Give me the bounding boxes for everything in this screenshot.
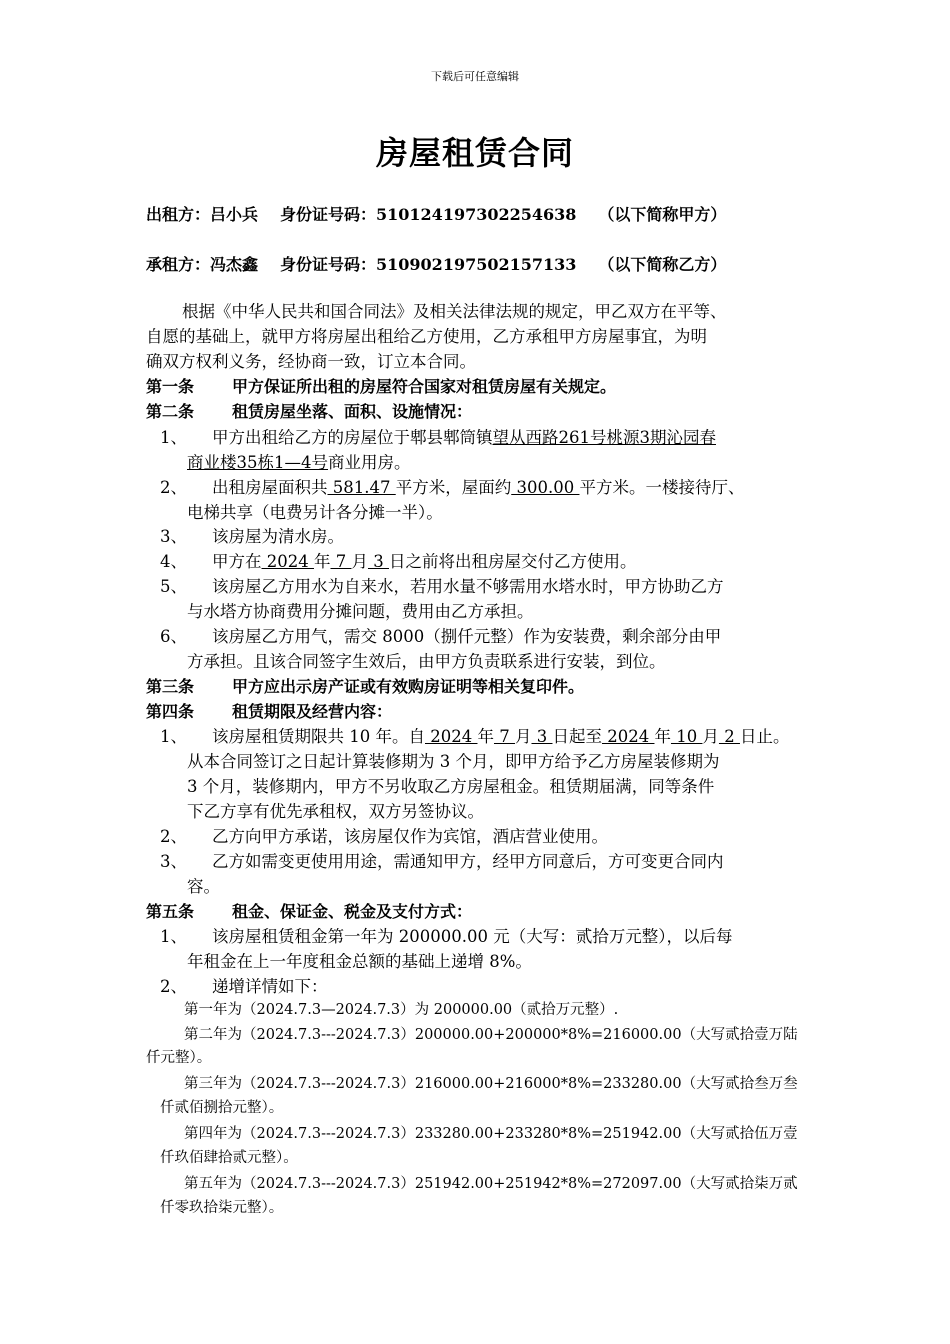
text-segment: 月	[514, 727, 532, 746]
a2-item-1-cont	[187, 450, 411, 475]
a2-item-3	[160, 524, 344, 549]
schedule-year-5-cont: 仟零玖拾柒元整）。	[160, 1200, 284, 1216]
a2-item-2-cont: 电梯共享（电费另计各分摊一半）。	[187, 503, 443, 522]
text-segment: 7	[330, 552, 352, 571]
article-5	[146, 899, 472, 924]
text-segment: 租金、保证金、税金及支付方式：	[232, 902, 473, 921]
text-segment: 甲方应出示房产证或有效购房证明等相关复印件。	[232, 677, 585, 696]
intro-line-2: 自愿的基础上，就甲方将房屋出租给乙方使用，乙方承租甲方房屋事宜，为明	[146, 327, 707, 346]
a4-item-2	[160, 824, 608, 849]
text-segment: 日之前将出租房屋交付乙方使用。	[388, 552, 637, 571]
text-segment: 租赁房屋坐落、面积、设施情况：	[232, 402, 473, 421]
text-segment: 4、	[160, 552, 187, 571]
a4-item-1-cont-1: 从本合同签订之日起计算装修期为 3 个月，即甲方给予乙方房屋装修期为	[187, 752, 720, 771]
text-segment: 300.00	[511, 478, 580, 497]
schedule-year-4-cont: 仟玖佰肆拾贰元整）。	[160, 1150, 298, 1166]
text-segment: 10	[670, 727, 703, 746]
text-segment: 递增详情如下：	[212, 977, 328, 996]
article-4	[146, 699, 392, 724]
a2-item-5-cont: 与水塔方协商费用分摊问题，费用由乙方承担。	[187, 602, 534, 621]
text-segment: 581.47	[327, 478, 396, 497]
text-segment: 2024	[425, 727, 478, 746]
a4-item-1	[160, 724, 789, 749]
schedule-year-5: 第五年为（2024.7.3---2024.7.3）251942.00+251942*8%=272097.00（大写贰拾柒万贰	[184, 1176, 798, 1192]
text-segment: 3	[367, 552, 389, 571]
a4-item-3	[160, 849, 724, 874]
article-3	[146, 674, 584, 699]
text-segment: 3、	[160, 527, 187, 546]
text-segment: 该房屋乙方用气，需交 8000（捌仟元整）作为安装费，剩余部分由甲	[212, 627, 722, 646]
text-segment: 第二条	[146, 402, 195, 421]
schedule-year-2: 第二年为（2024.7.3---2024.7.3）200000.00+200000*8%=216000.00（大写贰拾壹万陆	[184, 1027, 798, 1043]
text-segment: 该房屋租赁租金第一年为 200000.00 元（大写：贰拾万元整），以后每	[212, 927, 733, 946]
a5-item-1-cont: 年租金在上一年度租金总额的基础上递增 8%。	[187, 952, 532, 971]
text-segment: 该房屋乙方用水为自来水，若用水量不够需用水塔水时，甲方协助乙方	[212, 577, 724, 596]
lessor-name: 出租方：吕小兵	[146, 205, 259, 224]
a5-item-1	[160, 924, 732, 949]
text-segment: 乙方如需变更使用用途，需通知甲方，经甲方同意后，方可变更合同内	[212, 852, 724, 871]
text-segment: 第五条	[146, 902, 195, 921]
text-segment: 月	[702, 727, 719, 746]
text-segment: 该房屋为清水房。	[212, 527, 344, 546]
lessee-id: 身份证号码：510902197502157133	[280, 255, 577, 274]
lessee-name: 承租方：冯杰鑫	[146, 255, 259, 274]
a2-item-6	[160, 624, 721, 649]
text-segment: 第三条	[146, 677, 195, 696]
text-segment: 1、	[160, 927, 187, 946]
text-segment: 商业用房。	[328, 453, 411, 472]
schedule-year-3-cont: 仟贰佰捌拾元整）。	[160, 1100, 284, 1116]
text-segment: 乙方向甲方承诺，该房屋仅作为宾馆，酒店营业使用。	[212, 827, 608, 846]
lessee-note: （以下简称乙方）	[598, 255, 727, 274]
text-segment: 该房屋租赁期限共 10 年。自	[212, 727, 425, 746]
text-segment: 平方米。一楼接待厅、	[579, 478, 745, 497]
lessee-line	[146, 252, 726, 275]
intro-line-3: 确双方权利义务，经协商一致，订立本合同。	[146, 352, 476, 371]
a2-item-6-cont: 方承担。且该合同签字生效后，由甲方负责联系进行安装，到位。	[187, 652, 666, 671]
text-segment: 商业楼35栋1—4号	[187, 453, 328, 472]
text-segment: 甲方出租给乙方的房屋位于郫县郫筒镇	[212, 428, 493, 447]
text-segment: 3	[531, 727, 553, 746]
a4-item-1-cont-3: 下乙方享有优先承租权，双方另签协议。	[187, 802, 484, 821]
a5-item-2	[160, 974, 328, 999]
text-segment: 2、	[160, 827, 187, 846]
text-segment: 1、	[160, 428, 187, 447]
text-segment: 2	[718, 727, 740, 746]
text-segment: 7	[493, 727, 515, 746]
text-segment: 日起至	[552, 727, 602, 746]
text-segment: 租赁期限及经营内容：	[232, 702, 393, 721]
text-segment: 望从西路261号桃源3期沁园春	[492, 428, 716, 447]
text-segment: 2、	[160, 478, 187, 497]
text-segment: 3、	[160, 852, 187, 871]
text-segment: 6、	[160, 627, 187, 646]
a2-item-4	[160, 549, 636, 574]
text-segment: 2024	[261, 552, 314, 571]
text-segment: 日止。	[739, 727, 790, 746]
lessor-line	[146, 202, 726, 225]
text-segment: 甲方在	[212, 552, 262, 571]
intro-line-1: 根据《中华人民共和国合同法》及相关法律法规的规定，甲乙双方在平等、	[182, 302, 727, 321]
text-segment: 2024	[601, 727, 655, 746]
text-segment: 第一条	[146, 377, 195, 396]
text-segment: 年	[654, 727, 671, 746]
text-segment: 年	[477, 727, 494, 746]
page-header: 下载后可任意编辑	[431, 70, 519, 83]
text-segment: 1、	[160, 727, 187, 746]
document-title: 房屋租赁合同	[375, 134, 574, 172]
a4-item-3-cont: 容。	[187, 877, 220, 896]
text-segment: 年	[313, 552, 331, 571]
text-segment: 平方米，屋面约	[395, 478, 512, 497]
lessor-id: 身份证号码：510124197302254638	[280, 205, 577, 224]
text-segment: 第四条	[146, 702, 195, 721]
schedule-year-1: 第一年为（2024.7.3—2024.7.3）为 200000.00（贰拾万元整）.	[184, 1002, 619, 1018]
text-segment: 5、	[160, 577, 187, 596]
text-segment: 月	[351, 552, 368, 571]
lessor-note: （以下简称甲方）	[598, 205, 727, 224]
a2-item-1	[160, 425, 716, 450]
a2-item-5	[160, 574, 724, 599]
schedule-year-3: 第三年为（2024.7.3---2024.7.3）216000.00+216000*8%=233280.00（大写贰拾叁万叁	[184, 1076, 798, 1092]
schedule-year-4: 第四年为（2024.7.3---2024.7.3）233280.00+233280*8%=251942.00（大写贰拾伍万壹	[184, 1126, 798, 1142]
text-segment: 2、	[160, 977, 187, 996]
schedule-year-2-cont: 仟元整）。	[146, 1050, 212, 1066]
a2-item-2	[160, 475, 744, 500]
a4-item-1-cont-2: 3 个月，装修期内，甲方不另收取乙方房屋租金。租赁期届满，同等条件	[187, 777, 715, 796]
article-1	[146, 374, 616, 399]
text-segment: 甲方保证所出租的房屋符合国家对租赁房屋有关规定。	[232, 377, 617, 396]
article-2	[146, 399, 472, 424]
text-segment: 出租房屋面积共	[212, 478, 328, 497]
